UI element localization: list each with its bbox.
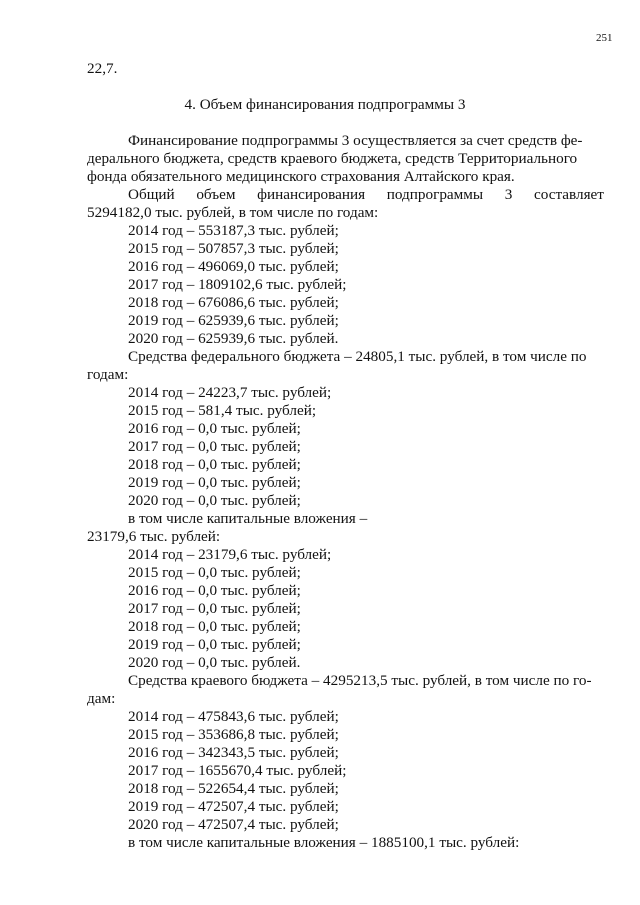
total-intro-line-2: 5294182,0 тыс. рублей, в том числе по годам:: [87, 204, 379, 221]
federal-intro-line-2: годам:: [87, 366, 129, 383]
total-year-2016: 2016 год – 496069,0 тыс. рублей;: [128, 258, 339, 275]
para1-line-2: дерального бюджета, средств краевого бюджета, средств Территориального: [87, 150, 578, 167]
total-year-2020: 2020 год – 625939,6 тыс. рублей.: [128, 330, 339, 347]
regional-year-2015: 2015 год – 353686,8 тыс. рублей;: [128, 726, 339, 743]
total-year-2018: 2018 год – 676086,6 тыс. рублей;: [128, 294, 339, 311]
regional-capital-line: в том числе капитальные вложения – 1885100,1 тыс. рублей:: [128, 834, 520, 851]
federal-year-2017: 2017 год – 0,0 тыс. рублей;: [128, 438, 301, 455]
para1-line-3: фонда обязательного медицинского страхования Алтайского края.: [87, 168, 515, 185]
regional-intro-line-2: дам:: [87, 690, 116, 707]
federal-capital-year-2016: 2016 год – 0,0 тыс. рублей;: [128, 582, 301, 599]
federal-year-2014: 2014 год – 24223,7 тыс. рублей;: [128, 384, 332, 401]
federal-capital-line-2: 23179,6 тыс. рублей:: [87, 528, 221, 545]
regional-year-2014: 2014 год – 475843,6 тыс. рублей;: [128, 708, 339, 725]
regional-year-2016: 2016 год – 342343,5 тыс. рублей;: [128, 744, 339, 761]
federal-capital-year-2018: 2018 год – 0,0 тыс. рублей;: [128, 618, 301, 635]
regional-year-2020: 2020 год – 472507,4 тыс. рублей;: [128, 816, 339, 833]
total-year-2019: 2019 год – 625939,6 тыс. рублей;: [128, 312, 339, 329]
total-intro-line-1: Общий объем финансирования подпрограммы 3 составляет: [128, 186, 604, 203]
federal-intro-line-1: Средства федерального бюджета – 24805,1 тыс. рублей, в том числе по: [128, 348, 587, 365]
page-number: 251: [596, 32, 613, 44]
total-year-2017: 2017 год – 1809102,6 тыс. рублей;: [128, 276, 347, 293]
federal-year-2016: 2016 год – 0,0 тыс. рублей;: [128, 420, 301, 437]
federal-capital-year-2017: 2017 год – 0,0 тыс. рублей;: [128, 600, 301, 617]
regional-year-2019: 2019 год – 472507,4 тыс. рублей;: [128, 798, 339, 815]
continuation-text: 22,7.: [87, 60, 118, 77]
total-year-2014: 2014 год – 553187,3 тыс. рублей;: [128, 222, 339, 239]
total-year-2015: 2015 год – 507857,3 тыс. рублей;: [128, 240, 339, 257]
para1-line-1: Финансирование подпрограммы 3 осуществляется за счет средств фе-: [128, 132, 583, 149]
regional-intro-line-1: Средства краевого бюджета – 4295213,5 тыс. рублей, в том числе по го-: [128, 672, 592, 689]
section-heading: 4. Объем финансирования подпрограммы 3: [184, 96, 466, 113]
federal-year-2020: 2020 год – 0,0 тыс. рублей;: [128, 492, 301, 509]
regional-year-2018: 2018 год – 522654,4 тыс. рублей;: [128, 780, 339, 797]
regional-year-2017: 2017 год – 1655670,4 тыс. рублей;: [128, 762, 347, 779]
federal-capital-year-2019: 2019 год – 0,0 тыс. рублей;: [128, 636, 301, 653]
federal-year-2019: 2019 год – 0,0 тыс. рублей;: [128, 474, 301, 491]
federal-year-2015: 2015 год – 581,4 тыс. рублей;: [128, 402, 317, 419]
federal-capital-year-2020: 2020 год – 0,0 тыс. рублей.: [128, 654, 301, 671]
federal-capital-year-2014: 2014 год – 23179,6 тыс. рублей;: [128, 546, 332, 563]
federal-capital-line-1: в том числе капитальные вложения –: [128, 510, 368, 527]
federal-capital-year-2015: 2015 год – 0,0 тыс. рублей;: [128, 564, 301, 581]
federal-year-2018: 2018 год – 0,0 тыс. рублей;: [128, 456, 301, 473]
